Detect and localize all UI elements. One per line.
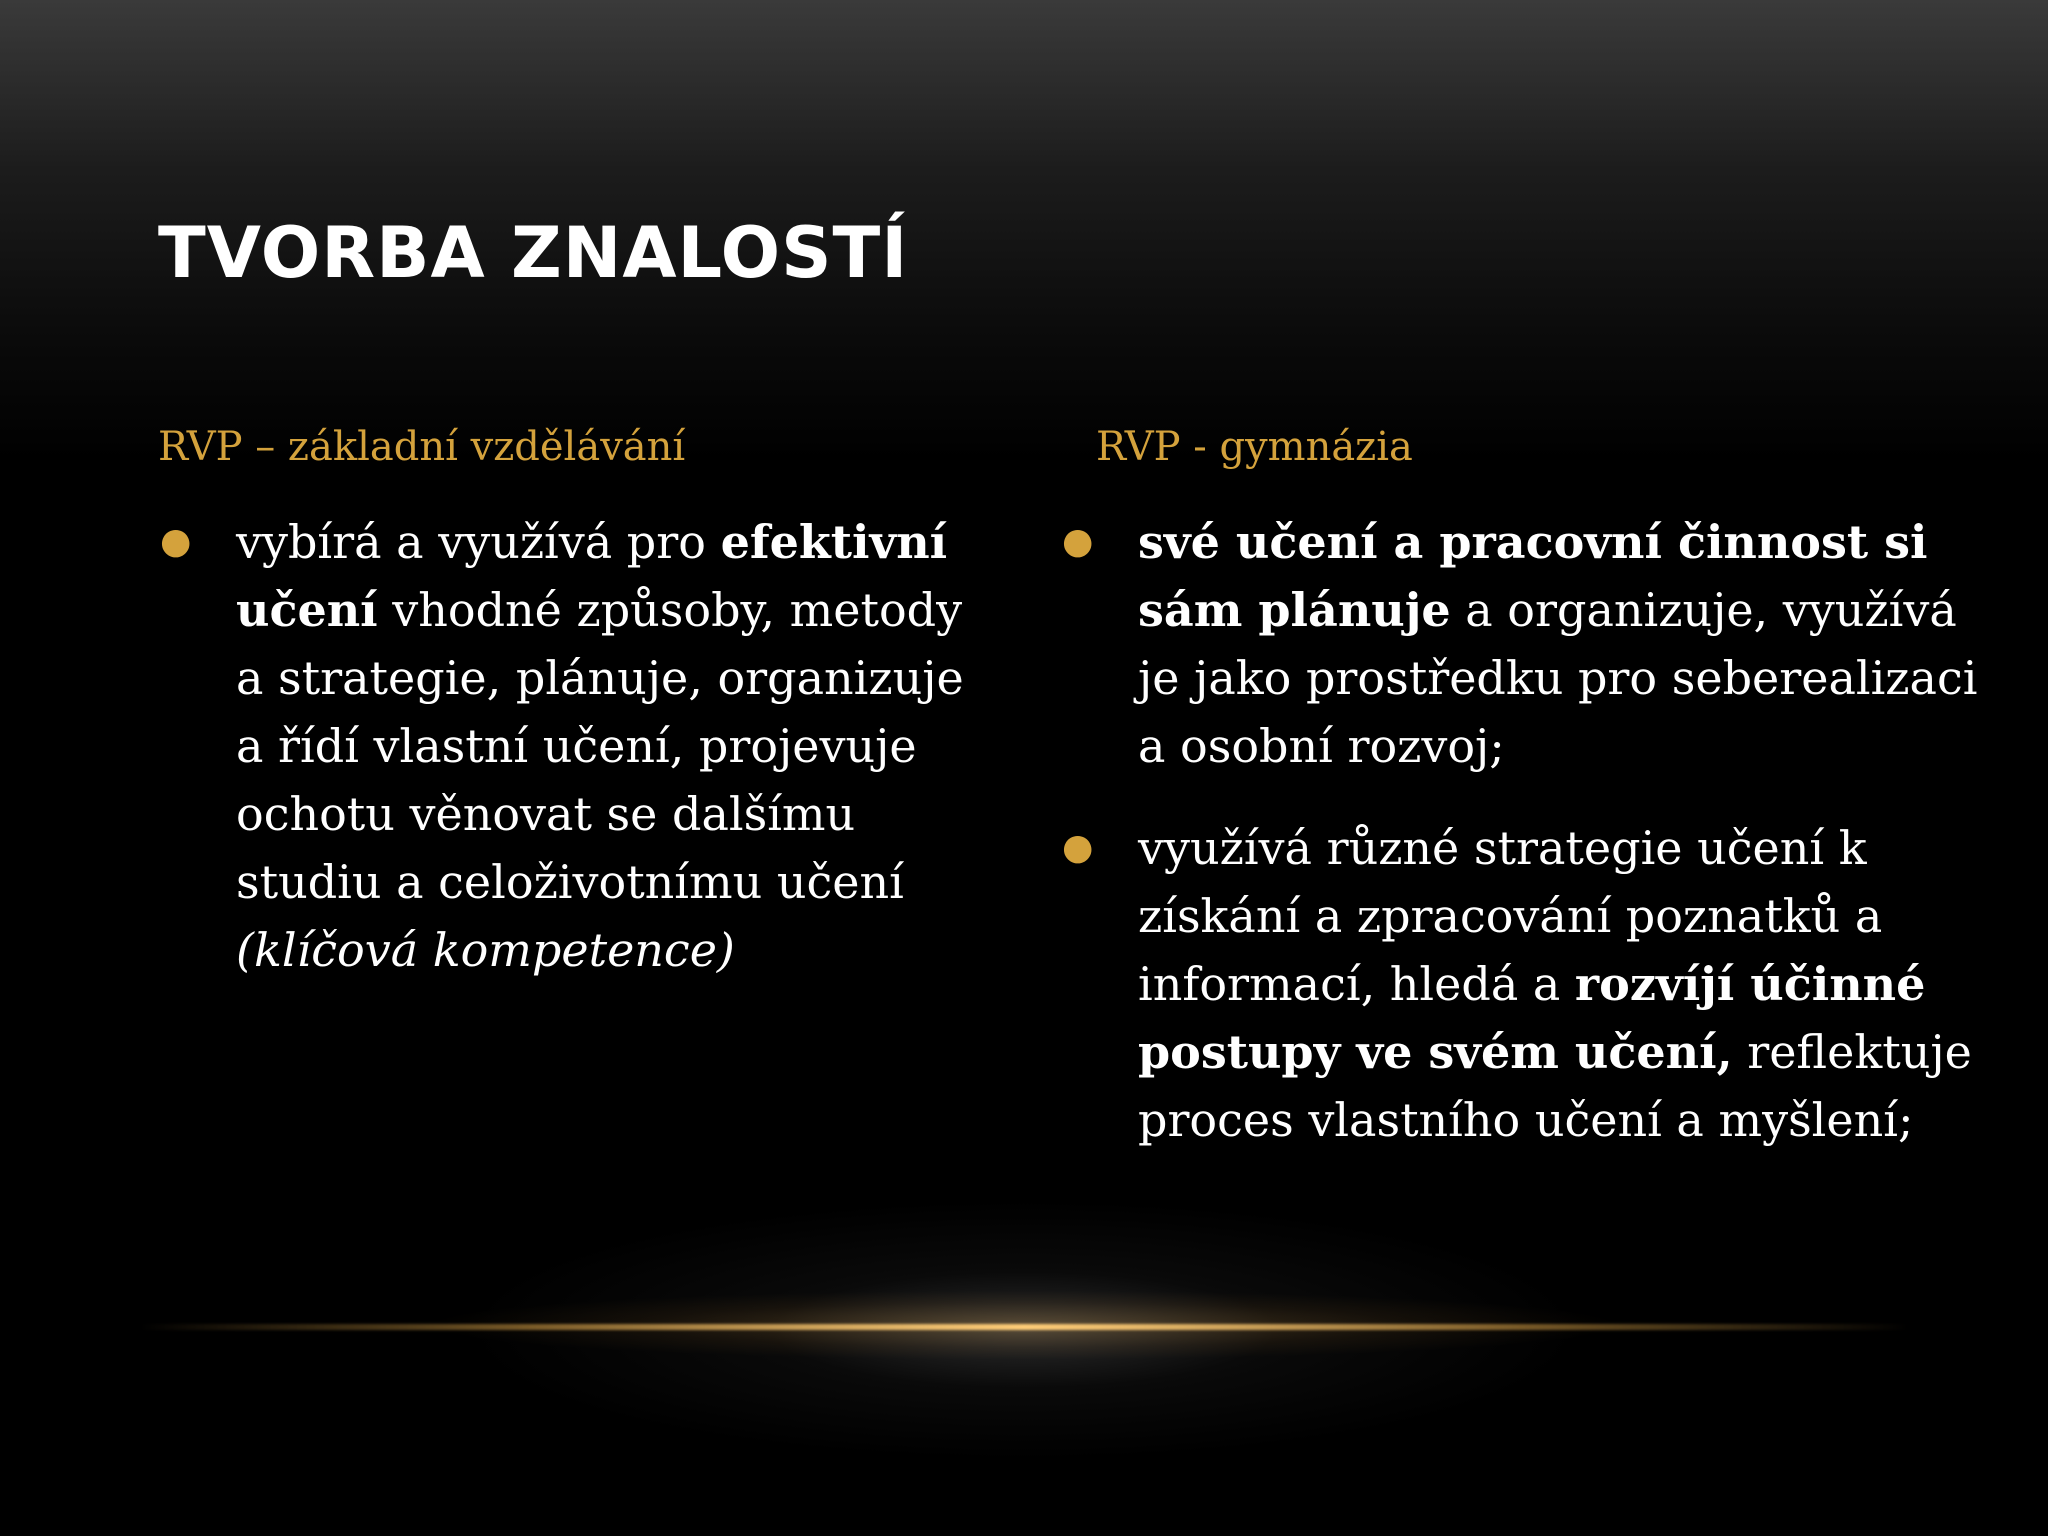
bullet-text: reflektuje proces vlastního učení a myšlení; — [1138, 1025, 1972, 1147]
left-bullet-list — [158, 508, 978, 1018]
slide-title: TVORBA ZNALOSTÍ — [158, 212, 909, 294]
list-item — [1058, 508, 2008, 780]
bullet-icon: ● — [1062, 827, 1094, 868]
right-bullet-list — [1058, 508, 2008, 1188]
bullet-icon: ● — [1062, 521, 1094, 562]
bullet-text: a organizuje, využívá je jako prostředku pro seberealizaci a osobní rozvoj; — [1138, 583, 1978, 773]
bullet-text: vybírá a využívá pro — [236, 515, 721, 569]
decorative-glow-line — [140, 1324, 1908, 1330]
left-column-heading: RVP – základní vzdělávání — [158, 424, 686, 470]
right-column-heading: RVP - gymnázia — [1096, 424, 1413, 470]
bullet-text: využívá různé strategie učení k získání a zpracování poznatků a informací, hledá a — [1138, 821, 1883, 1011]
bullet-text-bold: efektivní učení — [236, 515, 948, 637]
bullet-text-bold: své učení a pracovní činnost si sám plánuje — [1138, 515, 1928, 637]
bullet-text: vhodné způsoby, metody a strategie, plánuje, organizuje a řídí vlastní učení, projevuje ochotu věnovat se dalšímu studiu a celoživotnímu učení — [236, 583, 964, 909]
bullet-icon: ● — [160, 521, 192, 562]
bullet-text-bold: rozvíjí účinné postupy ve svém učení, — [1138, 957, 1926, 1079]
bullet-text-italic: (klíčová kompetence) — [236, 923, 735, 977]
list-item — [1058, 814, 2008, 1154]
list-item — [158, 508, 978, 984]
